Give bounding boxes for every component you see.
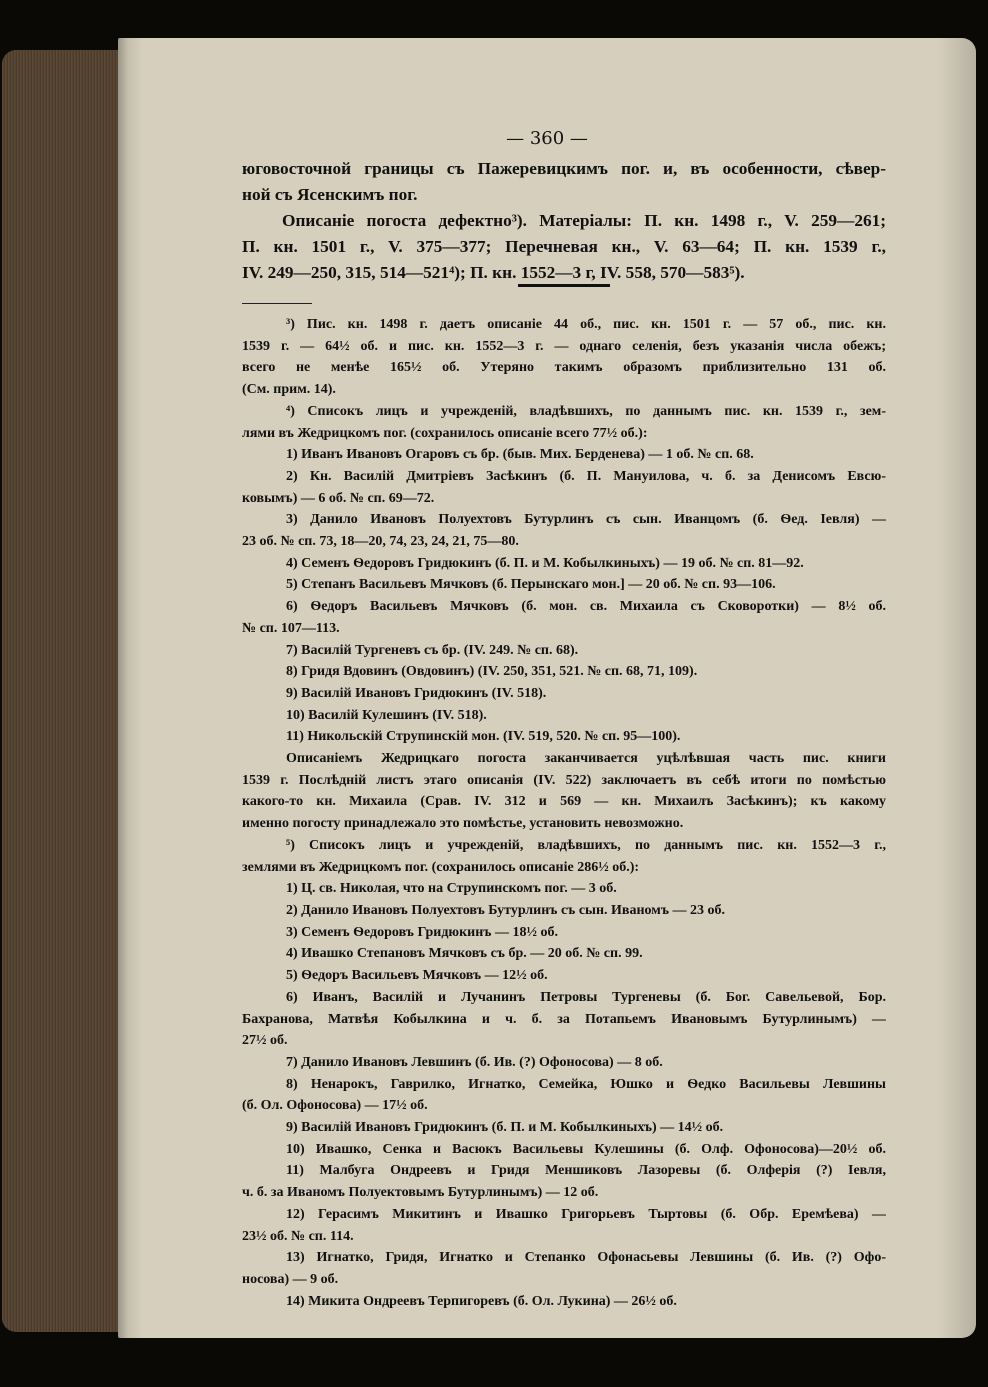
book-page-edges xyxy=(2,50,120,1332)
footnote-line: землями въ Жедрицкомъ пог. (сохранилось описаніе 286½ об.): xyxy=(242,859,640,875)
footnote-line: ковымъ) — 6 об. № сп. 69—72. xyxy=(242,490,435,506)
footnote-line: ⁵) Списокъ лицъ и учрежденій, владѣвшихъ, по даннымъ пис. кн. 1552—3 г., xyxy=(286,837,886,853)
book-page xyxy=(118,38,976,1338)
main-text-line: юговосточной границы съ Пажеревицкимъ пог. и, въ особенности, сѣвер- xyxy=(242,159,886,178)
footnote-line: Описаніемъ Жедрицкаго погоста заканчивается уцѣлѣвшая часть пис. книги xyxy=(286,751,886,767)
footnote-line: 10) Ивашко, Сенка и Васюкъ Васильевы Кулешины (б. Олф. Офоносова)—20½ об. xyxy=(286,1141,886,1157)
footnote-line: ч. б. за Иваномъ Полуектовымъ Бутурлинымъ) — 12 об. xyxy=(242,1185,599,1201)
footnote-line: (б. Ол. Офоносова) — 17½ об. xyxy=(242,1098,428,1114)
main-text-line: ной съ Ясенскимъ пог. xyxy=(242,185,418,204)
footnote-line: 1) Ц. св. Николая, что на Струпинскомъ пог. — 3 об. xyxy=(286,881,617,897)
footnote-line: 8) Ненарокъ, Гаврилко, Игнатко, Семейка, Юшко и Ѳедко Васильевы Левшины xyxy=(286,1076,886,1092)
section-separator xyxy=(518,284,610,287)
footnote-line: 1) Иванъ Ивановъ Огаровъ съ бр. (быв. Мих. Берденева) — 1 об. № сп. 68. xyxy=(286,447,754,463)
footnote-line: 3) Семенъ Ѳедоровъ Гридюкинъ — 18½ об. xyxy=(286,924,558,940)
footnote-line: № сп. 107—113. xyxy=(242,620,340,636)
footnote-line: 5) Степанъ Васильевъ Мячковъ (б. Перынскаго мон.] — 20 об. № сп. 93—106. xyxy=(286,577,776,593)
main-text-line: П. кн. 1501 г., V. 375—377; Перечневая кн., V. 63—64; П. кн. 1539 г., xyxy=(242,237,886,256)
footnote-line: 6) Иванъ, Василій и Лучанинъ Петровы Тургеневы (б. Бог. Савельевой, Бор. xyxy=(286,989,886,1005)
footnote-line: именно погосту принадлежало это помѣстье, установить невозможно. xyxy=(242,816,684,832)
footnote-line: 4) Ивашко Степановъ Мячковъ съ бр. — 20 об. № сп. 99. xyxy=(286,946,643,962)
footnote-line: 13) Игнатко, Гридя, Игнатко и Степанко Офонасьевы Левшины (б. Ив. (?) Офо- xyxy=(286,1250,886,1266)
footnote-line: 1539 г. Послѣдній листъ этаго описанія (IV. 522) заключаетъ въ себѣ итоги по помѣстью xyxy=(242,772,886,788)
footnote-line: 3) Данило Ивановъ Полуехтовъ Бутурлинъ съ сын. Иванцомъ (б. Ѳед. Іевля) — xyxy=(286,512,886,528)
footnote-line: 8) Гридя Вдовинъ (Овдовинъ) (IV. 250, 351, 521. № сп. 68, 71, 109). xyxy=(286,664,698,680)
footnote-line: Бахранова, Матвѣя Кобылкина и ч. б. за Потапьемъ Ивановымъ Бутурлинымъ) — xyxy=(242,1011,886,1027)
footnote-line: всего не менѣе 165½ об. Утеряно такимъ образомъ приблизительно 131 об. xyxy=(242,360,886,376)
footnote-line: 9) Василій Ивановъ Гридюкинъ (б. П. и М. Кобылкиныхъ) — 14½ об. xyxy=(286,1120,724,1136)
footnote-line: 12) Герасимъ Микитинъ и Ивашко Григорьевъ Тыртовы (б. Обр. Еремѣева) — xyxy=(286,1206,886,1222)
footnote-line: 1539 г. — 64½ об. и пис. кн. 1552—3 г. — однаго селенія, безъ указанія числа обежъ; xyxy=(242,338,886,354)
footnote-line: какого-то кн. Михаила (Срав. IV. 312 и 569 — кн. Михаилъ Засѣкинъ); къ какому xyxy=(242,794,886,810)
footnote-line: 14) Микита Ондреевъ Терпигоревъ (б. Ол. Лукина) — 26½ об. xyxy=(286,1293,677,1309)
footnote-line: 7) Данило Ивановъ Левшинъ (б. Ив. (?) Офоносова) — 8 об. xyxy=(286,1054,663,1070)
footnote-line: 23 об. № сп. 73, 18—20, 74, 23, 24, 21, 75—80. xyxy=(242,534,519,550)
main-text xyxy=(242,156,886,286)
footnote-line: ⁴) Списокъ лицъ и учрежденій, владѣвшихъ, по даннымъ пис. кн. 1539 г., зем- xyxy=(286,403,886,419)
footnote-line: 7) Василій Тургеневъ съ бр. (IV. 249. № сп. 68). xyxy=(286,642,579,658)
main-text-line: Описаніе погоста дефектно³). Матеріалы: П. кн. 1498 г., V. 259—261; xyxy=(282,211,886,230)
footnote-line: 2) Данило Ивановъ Полуехтовъ Бутурлинъ съ сын. Иваномъ — 23 об. xyxy=(286,902,725,918)
footnote-line: 10) Василій Кулешинъ (IV. 518). xyxy=(286,707,487,723)
footnotes xyxy=(242,314,886,1312)
main-text-line: IV. 249—250, 315, 514—521⁴); П. кн. 1552—3 г, IV. 558, 570—583⁵). xyxy=(242,263,745,282)
footnote-line: 27½ об. xyxy=(242,1033,288,1049)
footnote-line: носова) — 9 об. xyxy=(242,1271,339,1287)
footnote-line: (См. прим. 14). xyxy=(242,382,336,398)
footnote-line: ³) Пис. кн. 1498 г. даетъ описаніе 44 об., пис. кн. 1501 г. — 57 об., пис. кн. xyxy=(286,317,886,332)
footnote-line: лями въ Жедрицкомъ пог. (сохранилось описаніе всего 77½ об.): xyxy=(242,425,648,441)
footnote-line: 4) Семенъ Ѳедоровъ Гридюкинъ (б. П. и М. Кобылкиныхъ) — 19 об. № сп. 81—92. xyxy=(286,555,804,571)
footnote-line: 5) Ѳедоръ Васильевъ Мячковъ — 12½ об. xyxy=(286,968,548,984)
footnote-line: 2) Кн. Василій Дмитріевъ Засѣкинъ (б. П. Мануилова, ч. б. за Денисомъ Евсю- xyxy=(286,468,886,484)
page-number: — 360 — xyxy=(506,128,588,149)
footnote-line: 11) Малбуга Ондреевъ и Гридя Меншиковъ Лазоревы (б. Олферія (?) Іевля, xyxy=(286,1163,886,1179)
footnote-line: 23½ об. № сп. 114. xyxy=(242,1228,354,1244)
footnote-separator xyxy=(242,303,312,304)
footnote-line: 6) Ѳедоръ Васильевъ Мячковъ (б. мон. св. Михаила съ Сковоротки) — 8½ об. xyxy=(286,599,886,615)
footnote-line: 11) Никольскій Струпинскій мон. (IV. 519, 520. № сп. 95—100). xyxy=(286,729,681,745)
footnote-line: 9) Василій Ивановъ Гридюкинъ (IV. 518). xyxy=(286,685,547,701)
